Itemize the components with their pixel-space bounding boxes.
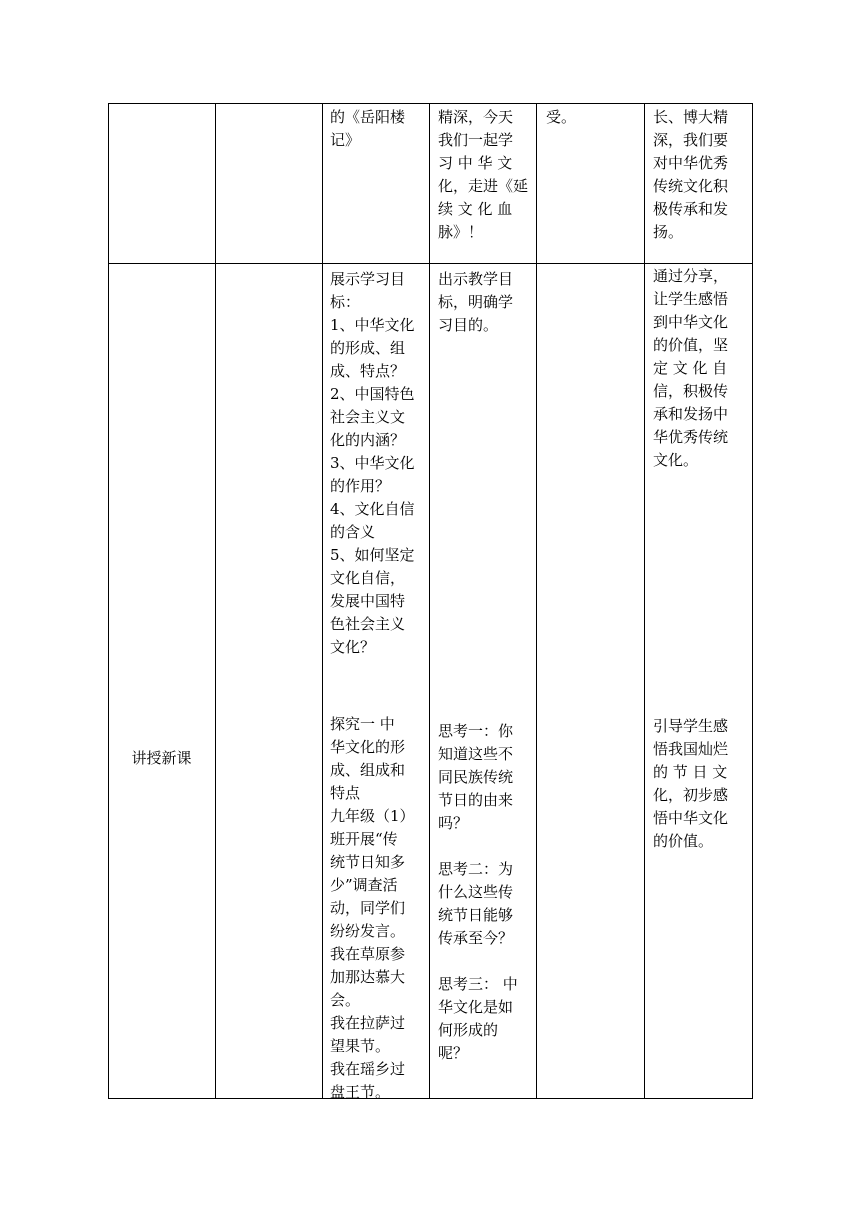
text-line: 传承至今？ xyxy=(438,929,514,947)
text-line: 统节日能够 xyxy=(438,906,514,924)
text-line: 信，积极传 xyxy=(653,382,729,400)
text-line: 班开展“传 xyxy=(330,830,398,848)
text-line: 长、博大精 xyxy=(653,108,729,126)
text-line: 思考二：为 xyxy=(438,860,514,878)
exploration-cell xyxy=(330,713,426,1104)
text-line: 特点 xyxy=(330,784,361,802)
text-line: 九年级（1） xyxy=(330,807,415,825)
row1-activity-cell xyxy=(330,106,426,152)
column-divider xyxy=(322,103,323,1099)
row1-intent-cell xyxy=(653,106,749,244)
text-line: 同民族传统 xyxy=(438,768,514,786)
text-line: 化，走进《延 xyxy=(438,177,529,195)
text-line: 发展中国特 xyxy=(330,592,406,610)
text-line: 精深，今天 xyxy=(438,108,514,126)
text-line: 化的内涵？ xyxy=(330,431,406,449)
design-intent-explore-cell xyxy=(653,715,749,853)
table-border-left xyxy=(108,103,109,1099)
text-line: 呢？ xyxy=(438,1044,469,1062)
text-line: 社会主义文 xyxy=(330,408,406,426)
text-line: 盘王节。 xyxy=(330,1083,391,1101)
table-border-top xyxy=(108,103,753,104)
text-line: 文化。 xyxy=(653,451,699,469)
text-line: 的《岳阳楼 xyxy=(330,108,406,126)
text-line: 悟中华文化 xyxy=(653,809,729,827)
text-line: 知道这些不 xyxy=(438,745,514,763)
text-line: 到中华文化 xyxy=(653,313,729,331)
text-line: 文化？ xyxy=(330,638,376,656)
table-border-right xyxy=(752,103,753,1099)
text-line: 展示学习目 xyxy=(330,270,406,288)
text-line: 出示教学目 xyxy=(438,270,514,288)
text-line: 深，我们要 xyxy=(653,131,729,149)
text-line: 的含义 xyxy=(330,523,376,541)
text-line: 1、中华文化 xyxy=(330,316,415,334)
text-line: 习 中 华 文 xyxy=(438,154,513,172)
lesson-plan-table xyxy=(108,103,753,1099)
text-line: 文化自信， xyxy=(330,569,406,587)
text-line: 思考三： 中 xyxy=(438,975,518,993)
text-line: 定 文 化 自 xyxy=(653,359,728,377)
text-line: 让学生感悟 xyxy=(653,290,729,308)
text-line: 统节日知多 xyxy=(330,853,406,871)
text-line: 色社会主义 xyxy=(330,615,406,633)
learning-goals-cell xyxy=(330,268,426,659)
teaching-goals-cell xyxy=(438,268,534,337)
text-line: 对中华优秀 xyxy=(653,154,729,172)
text-line: 记》 xyxy=(330,131,361,149)
text-line: 受。 xyxy=(546,108,577,126)
text-line: 少”调查活 xyxy=(330,876,398,894)
text-line: 化，初步感 xyxy=(653,786,729,804)
text-line: 思考一：你 xyxy=(438,722,514,740)
text-line: 传统文化积 xyxy=(653,177,729,195)
text-line: 会。 xyxy=(330,991,361,1009)
text-line: 的价值，坚 xyxy=(653,336,729,354)
table-border-bottom xyxy=(108,1098,753,1099)
text-line: 动，同学们 xyxy=(330,899,406,917)
text-line: 4、文化自信 xyxy=(330,500,415,518)
text-line: 续 文 化 血 xyxy=(438,200,513,218)
column-divider xyxy=(536,103,537,1099)
text-line: 华文化是如 xyxy=(438,998,514,1016)
text-line: 扬。 xyxy=(653,223,684,241)
text-line: 探究一 中 xyxy=(330,715,395,733)
text-line: 望果节。 xyxy=(330,1037,391,1055)
text-line: 吗？ xyxy=(438,814,469,832)
text-line: 华文化的形 xyxy=(330,738,406,756)
text-line: 加那达慕大 xyxy=(330,968,406,986)
text-line: 的作用？ xyxy=(330,477,391,495)
thinking-questions-cell xyxy=(438,720,534,1065)
text-line: 引导学生感 xyxy=(653,717,729,735)
text-line: 成、特点？ xyxy=(330,362,406,380)
row1-teacher-cell xyxy=(438,106,534,244)
text-line: 的价值。 xyxy=(653,832,714,850)
text-line: 华优秀传统 xyxy=(653,428,729,446)
row-divider xyxy=(108,263,753,264)
text-line: 的 节 日 文 xyxy=(653,763,728,781)
text-line: 承和发扬中 xyxy=(653,405,729,423)
text-line: 什么这些传 xyxy=(438,883,514,901)
text-line: 节日的由来 xyxy=(438,791,514,809)
design-intent-cell xyxy=(653,265,749,472)
column-divider xyxy=(215,103,216,1099)
text-line: 何形成的 xyxy=(438,1021,499,1039)
text-line: 我在拉萨过 xyxy=(330,1014,406,1032)
stage-label: 讲授新课 xyxy=(131,749,192,767)
text-line: 标： xyxy=(330,293,361,311)
column-divider xyxy=(644,103,645,1099)
text-line: 5、如何坚定 xyxy=(330,546,415,564)
text-line: 纷纷发言。 xyxy=(330,922,406,940)
text-line: 2、中国特色 xyxy=(330,385,415,403)
row1-student-cell xyxy=(546,106,642,129)
text-line: 极传承和发 xyxy=(653,200,729,218)
text-line: 我在草原参 xyxy=(330,945,406,963)
text-line: 标，明确学 xyxy=(438,293,514,311)
text-line: 习目的。 xyxy=(438,316,499,334)
text-line: 3、中华文化 xyxy=(330,454,415,472)
text-line: 成、组成和 xyxy=(330,761,406,779)
text-line: 我在瑶乡过 xyxy=(330,1060,406,1078)
text-line: 悟我国灿烂 xyxy=(653,740,729,758)
text-line: 脉》！ xyxy=(438,223,484,241)
text-line: 我们一起学 xyxy=(438,131,514,149)
text-line: 通过分享， xyxy=(653,267,729,285)
text-line: 的形成、组 xyxy=(330,339,406,357)
column-divider xyxy=(429,103,430,1099)
